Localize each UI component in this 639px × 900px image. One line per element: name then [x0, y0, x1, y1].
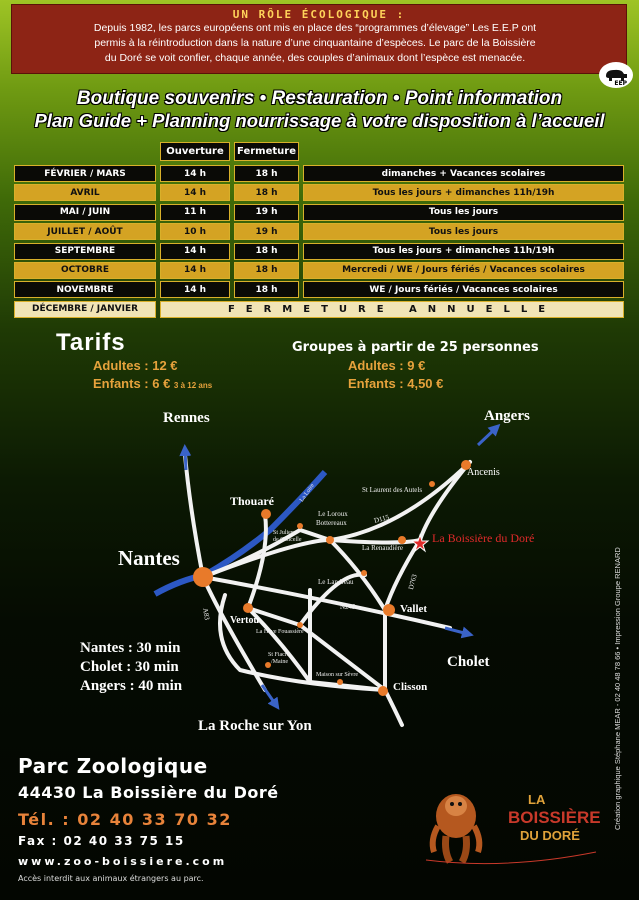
schedule-month-cell: OCTOBRE: [14, 262, 156, 279]
schedule-close-cell: 18 h: [234, 184, 299, 201]
city-angers: Angers: [484, 408, 530, 424]
eco-line: permis à la réintroduction dans la nature d’une cinquantaine d’espèces. Le parc de la Boissière: [94, 37, 536, 49]
park-fax: Fax : 02 40 33 75 15: [18, 834, 185, 848]
town-maison: Maison sur Sèvre: [316, 672, 358, 678]
schedule-open-cell: 14 h: [160, 165, 230, 182]
price-children-value: Enfants : 6 €: [93, 376, 171, 391]
schedule-close-cell: 19 h: [234, 204, 299, 221]
schedule-close-cell: 18 h: [234, 262, 299, 279]
distance-angers: Angers : 40 min: [80, 678, 183, 694]
park-telephone[interactable]: Tél. : 02 40 33 70 32: [18, 810, 232, 829]
logo-line-2: BOISSIÈRE: [508, 808, 601, 827]
road-d763: D763: [406, 573, 419, 591]
park-name: Parc Zoologique: [18, 754, 208, 778]
schedule-row: [14, 164, 624, 183]
tarifs-title: Tarifs: [56, 329, 126, 356]
eco-line: du Doré se voit confier, chaque année, des couples d’animaux dont l’espèce est menacée.: [104, 52, 526, 64]
schedule-days-cell: Tous les jours + dimanches 11h/19h: [303, 243, 624, 260]
schedule-open-cell: 14 h: [160, 184, 230, 201]
town-loroux: Le Loroux: [318, 510, 348, 518]
city-la-roche: La Roche sur Yon: [198, 718, 312, 734]
schedule-row: [14, 183, 624, 202]
road-d115: D115: [373, 513, 391, 525]
schedule-row: [14, 222, 624, 241]
town-sur-maine: /Maine: [271, 659, 288, 665]
schedule-open-cell: 14 h: [160, 243, 230, 260]
schedule-month-cell: SEPTEMBRE: [14, 243, 156, 260]
schedule-days-cell: Tous les jours: [303, 204, 624, 221]
header-opening: Ouverture: [160, 142, 230, 161]
park-address: 44430 La Boissière du Doré: [18, 783, 279, 802]
schedule-close-cell: 18 h: [234, 243, 299, 260]
distance-nantes: Nantes : 30 min: [80, 640, 181, 656]
park-note: Accès interdit aux animaux étrangers au parc.: [18, 874, 204, 883]
town-renaudiere: La Renaudière: [362, 544, 404, 552]
town-st-julien: St Julien: [273, 530, 294, 536]
header-closing: Fermeture: [234, 142, 299, 161]
schedule-open-cell: 14 h: [160, 262, 230, 279]
schedule-month-cell: AVRIL: [14, 184, 156, 201]
city-vallet: Vallet: [400, 603, 428, 615]
road-n249: N249: [340, 603, 356, 611]
city-ancenis: Ancenis: [467, 467, 500, 478]
services-line-1: Boutique souvenirs • Restauration • Point information: [76, 88, 563, 109]
river-label: La Loire: [298, 482, 316, 504]
city-nantes: Nantes: [118, 546, 180, 570]
group-price-children: Enfants : 4,50 €: [348, 376, 444, 391]
schedule-close-cell: 19 h: [234, 223, 299, 240]
schedule-close-cell: 18 h: [234, 281, 299, 298]
schedule-days-cell: Mercredi / WE / Jours fériés / Vacances scolaires: [303, 262, 624, 279]
schedule-month-cell: NOVEMBRE: [14, 281, 156, 298]
schedule-month-cell: JUILLET / AOÛT: [14, 223, 156, 240]
city-cholet: Cholet: [447, 654, 490, 670]
eco-text: [18, 21, 620, 66]
schedule-days-cell: dimanches + Vacances scolaires: [303, 165, 624, 182]
eco-title: UN RÔLE ÉCOLOGIQUE :: [232, 8, 406, 21]
schedule-row-closed: [14, 300, 624, 319]
distance-cholet: Cholet : 30 min: [80, 659, 179, 675]
schedule-row: [14, 261, 624, 280]
access-map: [0, 400, 639, 734]
schedule-open-cell: 11 h: [160, 204, 230, 221]
town-haye: La Haye Fouassière: [256, 629, 304, 635]
services-line-2: Plan Guide + Planning nourrissage à votre disposition à l’accueil: [34, 110, 605, 131]
schedule-open-cell: 10 h: [160, 223, 230, 240]
groups-title: Groupes à partir de 25 personnes: [292, 340, 539, 355]
credit-text: Création graphique Stéphane MEAR - 02 40 48 78 66 • Impression Groupe RENARD: [613, 547, 622, 830]
park-website-link[interactable]: www.zoo-boissiere.com: [18, 855, 228, 868]
schedule-days-cell: WE / Jours fériés / Vacances scolaires: [303, 281, 624, 298]
city-boissiere: La Boissière du Doré: [432, 531, 535, 545]
city-vertou: Vertou: [230, 615, 260, 626]
town-concelle: de Concelle: [273, 537, 302, 543]
schedule-row: [14, 242, 624, 261]
park-logo: [416, 780, 606, 870]
schedule-month-cell: FÉVRIER / MARS: [14, 165, 156, 182]
town-landreau: Le Landreau: [318, 578, 354, 586]
schedule-month-cell: DÉCEMBRE / JANVIER: [14, 301, 156, 318]
schedule-open-cell: 14 h: [160, 281, 230, 298]
town-st-laurent: St Laurent des Autels: [362, 486, 423, 494]
schedule-days-cell: Tous les jours: [303, 223, 624, 240]
road-a83: A83: [201, 607, 212, 621]
loire-river: [155, 472, 325, 594]
logo-line-3: DU DORÉ: [520, 828, 580, 843]
town-st-fiacre: St Fiacre: [268, 652, 290, 658]
city-clisson: Clisson: [393, 681, 428, 693]
eco-banner: [11, 4, 627, 74]
eco-line: Depuis 1982, les parcs européens ont mis en place des “programmes d’élevage” Les E.E.P ont: [93, 22, 537, 34]
city-rennes: Rennes: [163, 410, 210, 426]
schedule-month-cell: MAI / JUIN: [14, 204, 156, 221]
group-price-adults: Adultes : 9 €: [348, 358, 426, 373]
schedule-days-cell: Tous les jours + dimanches 11h/19h: [303, 184, 624, 201]
price-children: [93, 376, 212, 391]
price-adults: Adultes : 12 €: [93, 358, 178, 373]
logo-line-1: LA: [528, 792, 546, 807]
schedule-table: [14, 164, 624, 319]
city-thouare: Thouaré: [230, 494, 275, 508]
price-children-age: 3 à 12 ans: [173, 381, 213, 390]
eep-label: EEP: [614, 80, 627, 87]
town-bottereaux: Bottereaux: [316, 519, 347, 527]
annual-closure-cell: FERMETURE ANNUELLE: [160, 301, 624, 318]
schedule-row: [14, 280, 624, 299]
schedule-close-cell: 18 h: [234, 165, 299, 182]
schedule-row: [14, 203, 624, 222]
